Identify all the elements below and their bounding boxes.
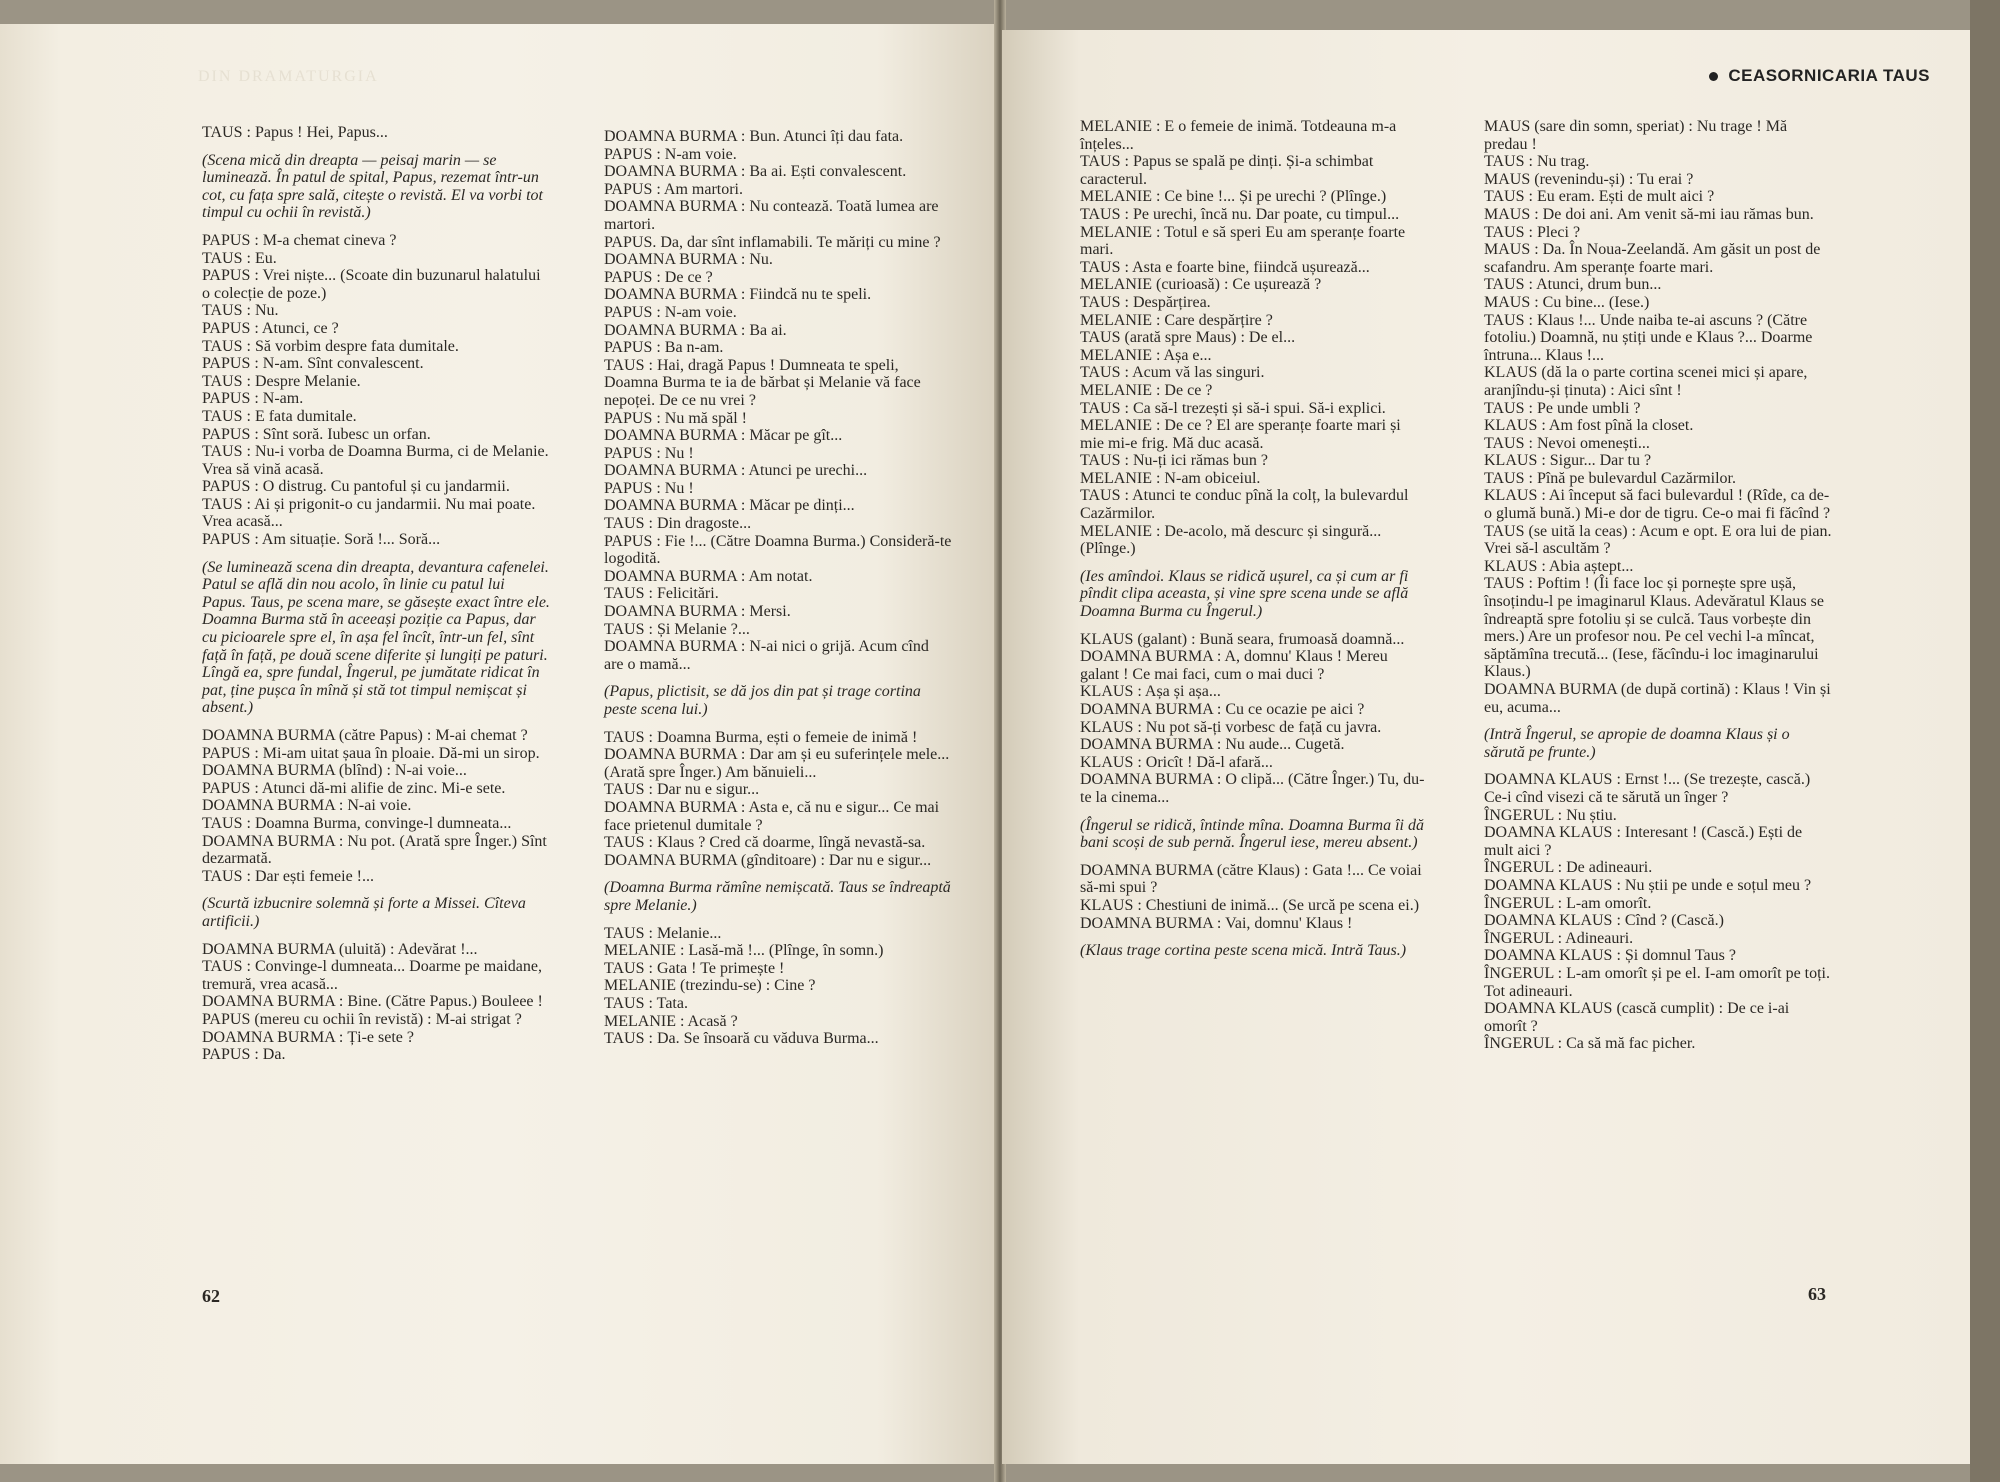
page-number-left: 62: [202, 1286, 220, 1306]
dialogue-line: DOAMNA BURMA : Fiindcă nu te speli.: [604, 286, 872, 304]
dialogue-line: MAUS : Cu bine... (Iese.): [1484, 293, 1650, 311]
dialogue-line: TAUS (arată spre Maus) : De el...: [1080, 329, 1296, 347]
dialogue-line: TAUS : Dar ești femeie !...: [202, 867, 374, 885]
dialogue-line: MELANIE : Acasă ?: [604, 1012, 738, 1030]
stage-direction: (Doamna Burma rămîne nemișcată. Taus se îndreaptă spre Melanie.): [604, 879, 951, 914]
dialogue-line: PAPUS : M-a chemat cineva ?: [202, 231, 397, 249]
dialogue-line: TAUS : Convinge-l dumneata... Doarme pe maidane, tremură, vrea acasă...: [202, 958, 542, 993]
dialogue-line: TAUS : Klaus ? Cred că doarme, lîngă nevastă-sa.: [604, 834, 926, 852]
dialogue-line: DOAMNA BURMA : Atunci pe urechi...: [604, 462, 868, 480]
dialogue-line: ÎNGERUL : Nu știu.: [1484, 806, 1617, 824]
dialogue-line: TAUS : Pînă pe bulevardul Cazărmilor.: [1484, 469, 1736, 487]
dialogue-line: TAUS : Doamna Burma, convinge-l dumneata...: [202, 814, 512, 832]
dialogue-line: DOAMNA BURMA : Măcar pe dinți...: [604, 497, 855, 515]
dialogue-line: MAUS : De doi ani. Am venit să-mi iau rămas bun.: [1484, 205, 1814, 223]
right-column-2: [1484, 118, 1832, 1053]
dialogue-line: TAUS : Despărțirea.: [1080, 293, 1211, 311]
dialogue-line: PAPUS : Da.: [202, 1046, 286, 1064]
dialogue-line: KLAUS : Am fost pînă la closet.: [1484, 417, 1694, 435]
dialogue-line: TAUS : Pe unde umbli ?: [1484, 399, 1641, 417]
dialogue-line: DOAMNA BURMA : Ți-e sete ?: [202, 1028, 414, 1046]
stage-direction: (Ies amîndoi. Klaus se ridică ușurel, ca și cum ar fi pîndit clipa aceasta, și vine spre scena unde se află Doamna Burma cu Îngerul.): [1080, 567, 1409, 621]
dialogue-line: TAUS : Poftim ! (Îi face loc și pornește spre ușă, însoțindu-l pe imaginarul Klaus. Adevăratul Klaus se îndreaptă spre fotoliu și se culcă. Taus vorbește din mers.) Are un profesor nou. Pe cel vechi l-a mîncat, săptămîna trecută... (Iese, făcîndu-i loc imaginarului Klaus.): [1484, 575, 1824, 681]
stage-direction: (Scena mică din dreapta — peisaj marin — se luminează. În patul de spital, Papus, rezemat într-un cot, cu fața spre sală, citește o revistă. El va vorbi tot timpul cu ochii în revistă.): [202, 151, 543, 222]
dialogue-line: DOAMNA BURMA : Nu.: [604, 251, 773, 269]
dialogue-line: PAPUS : N-am. Sînt convalescent.: [202, 355, 424, 373]
dialogue-line: TAUS : Din dragoste...: [604, 515, 752, 533]
dialogue-line: DOAMNA BURMA (către Klaus) : Gata !... Ce voiai să-mi spui ?: [1080, 861, 1422, 897]
dialogue-line: DOAMNA BURMA (gînditoare) : Dar nu e sigur...: [604, 851, 932, 869]
dialogue-line: TAUS : Atunci te conduc pînă la colț, la bulevardul Cazărmilor.: [1080, 487, 1409, 523]
dialogue-line: DOAMNA KLAUS : Ernst !... (Se trezește, cască.) Ce-i cînd visezi că te sărută un înger ?: [1484, 771, 1811, 806]
dialogue-line: TAUS : Nu trag.: [1484, 153, 1590, 171]
stage-direction: (Îngerul se ridică, întinde mîna. Doamna Burma îi dă bani scoși de sub pernă. Îngerul iese, mereu absent.): [1080, 816, 1424, 852]
stage-direction: (Scurtă izbucnire solemnă și forte a Missei. Cîteva artificii.): [202, 895, 526, 930]
dialogue-line: MELANIE : Așa e...: [1080, 346, 1212, 364]
dialogue-line: ÎNGERUL : L-am omorît și pe el. I-am omorît pe toți. Tot adineauri.: [1484, 964, 1830, 1000]
book-cover-edge: [1970, 0, 2000, 1482]
dialogue-line: MELANIE : N-am obiceiul.: [1080, 469, 1261, 487]
dialogue-line: PAPUS : De ce ?: [604, 268, 713, 286]
dialogue-line: TAUS : Să vorbim despre fata dumitale.: [202, 337, 459, 355]
bullet-icon: [1709, 72, 1718, 81]
dialogue-line: TAUS : Atunci, drum bun...: [1484, 276, 1662, 294]
dialogue-line: PAPUS : Ba n-am.: [604, 339, 724, 357]
dialogue-line: TAUS : Gata ! Te primește !: [604, 959, 785, 977]
dialogue-line: DOAMNA BURMA : A, domnu' Klaus ! Mereu galant ! Ce mai faci, cum o mai duci ?: [1080, 648, 1388, 683]
dialogue-line: TAUS : Pleci ?: [1484, 223, 1581, 241]
dialogue-line: TAUS : Papus se spală pe dinți. Și-a schimbat caracterul.: [1080, 153, 1374, 188]
dialogue-line: DOAMNA KLAUS : Nu știi pe unde e soțul meu ?: [1484, 876, 1812, 894]
dialogue-line: MAUS (revenindu-și) : Tu erai ?: [1484, 170, 1694, 188]
dialogue-line: PAPUS : Mi-am uitat șaua în ploaie. Dă-mi un sirop.: [202, 744, 540, 762]
dialogue-line: DOAMNA BURMA : N-ai nici o grijă. Acum cînd are o mamă...: [604, 638, 929, 673]
running-head: [1709, 66, 1930, 86]
dialogue-line: TAUS : Nu-i vorba de Doamna Burma, ci de Melanie. Vrea să vină acasă.: [202, 443, 549, 478]
dialogue-line: MELANIE : Ce bine !... Și pe urechi ? (Plînge.): [1080, 188, 1387, 206]
dialogue-line: PAPUS : N-am voie.: [604, 303, 737, 321]
dialogue-line: PAPUS : N-am.: [202, 390, 304, 408]
dialogue-line: PAPUS : Atunci dă-mi alifie de zinc. Mi-e sete.: [202, 779, 506, 797]
dialogue-line: DOAMNA BURMA : Măcar pe gît...: [604, 427, 843, 445]
dialogue-line: ÎNGERUL : Ca să mă fac picher.: [1484, 1035, 1696, 1053]
dialogue-line: TAUS : Da. Se însoară cu văduva Burma...: [604, 1030, 879, 1048]
dialogue-line: TAUS : Pe urechi, încă nu. Dar poate, cu timpul...: [1080, 205, 1400, 223]
stage-direction: (Se luminează scena din dreapta, devantura cafenelei. Patul se află din nou acolo, în linie cu patul lui Papus. Taus, pe scena mare, se găsește exact între ele. Doamna Burma stă în aceeași poziție ca Papus, dar cu picioarele spre el, în așa fel încît, într-un fel, sînt față în față, pe două scene diferite și lungiți pe paturi. Lîngă ea, spre fundal, Îngerul, pe jumătate ridicat în pat, ține pușca în mînă și stă tot timpul nemișcat și absent.): [202, 558, 550, 717]
dialogue-line: DOAMNA BURMA : Cu ce ocazie pe aici ?: [1080, 701, 1365, 718]
dialogue-line: DOAMNA BURMA : Dar am și eu suferințele mele... (Arată spre Înger.) Am bănuieli...: [604, 746, 950, 781]
dialogue-line: TAUS : Asta e foarte bine, fiindcă ușurează...: [1080, 258, 1370, 276]
dialogue-line: DOAMNA BURMA : Am notat.: [604, 567, 813, 585]
dialogue-line: TAUS : Klaus !... Unde naiba te-ai ascuns ? (Către fotoliu.) Doamnă, nu știți unde e Klaus ?... Doarme întruna... Klaus !...: [1484, 311, 1813, 364]
dialogue-line: MELANIE (curioasă) : Ce ușurează ?: [1080, 276, 1322, 294]
dialogue-line: KLAUS (galant) : Bună seara, frumoasă doamnă...: [1080, 630, 1405, 648]
dialogue-line: PAPUS : Vrei niște... (Scoate din buzunarul halatului o colecție de poze.): [202, 267, 541, 302]
dialogue-line: PAPUS : Sînt soră. Iubesc un orfan.: [202, 425, 431, 443]
dialogue-line: DOAMNA BURMA : O clipă... (Către Înger.) Tu, du-te la cinema...: [1080, 771, 1425, 806]
dialogue-line: MAUS (sare din somn, speriat) : Nu trage ! Mă predau !: [1484, 118, 1788, 153]
right-column-1: [1080, 118, 1428, 970]
dialogue-line: PAPUS : N-am voie.: [604, 145, 737, 163]
dialogue-line: DOAMNA BURMA : N-ai voie.: [202, 797, 412, 815]
dialogue-line: DOAMNA BURMA : Nu contează. Toată lumea are martori.: [604, 198, 939, 233]
dialogue-line: TAUS : Nu.: [202, 302, 279, 320]
dialogue-line: DOAMNA KLAUS : Cînd ? (Cască.): [1484, 912, 1724, 930]
dialogue-line: MELANIE : De ce ? El are speranțe foarte mari și mie mi-e frig. Mă duc acasă.: [1080, 417, 1401, 452]
dialogue-line: DOAMNA BURMA : Mersi.: [604, 603, 791, 621]
dialogue-line: DOAMNA KLAUS : Și domnul Taus ?: [1484, 947, 1736, 965]
dialogue-line: MELANIE (trezindu-se) : Cine ?: [604, 977, 816, 995]
dialogue-line: PAPUS : Nu mă spăl !: [604, 409, 747, 427]
dialogue-line: KLAUS : Oricît ! Dă-l afară...: [1080, 753, 1273, 771]
dialogue-line: TAUS : Eu.: [202, 249, 277, 267]
dialogue-line: ÎNGERUL : Adineauri.: [1484, 929, 1634, 947]
dialogue-line: DOAMNA BURMA : Ba ai.: [604, 321, 787, 339]
dialogue-line: TAUS : Nevoi omenești...: [1484, 434, 1650, 452]
dialogue-line: MELANIE : E o femeie de inimă. Totdeauna m-a înțeles...: [1080, 118, 1397, 153]
dialogue-line: DOAMNA KLAUS : Interesant ! (Cască.) Ești de mult aici ?: [1484, 824, 1803, 859]
dialogue-line: KLAUS : Abia aștept...: [1484, 557, 1634, 575]
dialogue-line: PAPUS (mereu cu ochii în revistă) : M-ai strigat ?: [202, 1010, 522, 1028]
dialogue-line: KLAUS : Ai început să faci bulevardul ! (Rîde, ca de-o glumă bună.) Mi-e dor de tigru. Ce-o mai fi făcînd ?: [1484, 487, 1831, 523]
dialogue-line: TAUS : Despre Melanie.: [202, 372, 361, 390]
dialogue-line: DOAMNA BURMA (către Papus) : M-ai chemat ?: [202, 727, 528, 744]
dialogue-line: TAUS : Ai și prigonit-o cu jandarmii. Nu mai poate. Vrea acasă...: [202, 495, 536, 531]
dialogue-line: PAPUS : Am situație. Soră !... Soră...: [202, 531, 441, 549]
dialogue-line: TAUS : Eu eram. Ești de mult aici ?: [1484, 188, 1715, 206]
running-head-title: CEASORNICARIA TAUS: [1728, 66, 1930, 85]
dialogue-line: PAPUS. Da, dar sînt inflamabili. Te măriți cu mine ?: [604, 233, 941, 251]
dialogue-line: MELANIE : De-acolo, mă descurc și singură... (Plînge.): [1080, 522, 1382, 558]
dialogue-line: DOAMNA BURMA : Asta e, că nu e sigur... Ce mai face prietenul dumitale ?: [604, 798, 940, 834]
dialogue-line: PAPUS : Nu !: [604, 444, 694, 462]
dialogue-line: PAPUS : Fie !... (Către Doamna Burma.) Consideră-te logodită.: [604, 532, 952, 568]
dialogue-line: MELANIE : Care despărțire ?: [1080, 311, 1273, 329]
dialogue-line: PAPUS : Atunci, ce ?: [202, 319, 339, 337]
dialogue-line: TAUS : E fata dumitale.: [202, 407, 357, 425]
dialogue-line: KLAUS : Nu pot să-ți vorbesc de față cu javra.: [1080, 718, 1382, 736]
dialogue-line: PAPUS : Nu !: [604, 479, 694, 497]
dialogue-line: TAUS : Melanie...: [604, 924, 722, 942]
dialogue-line: TAUS : Și Melanie ?...: [604, 620, 750, 638]
dialogue-line: DOAMNA BURMA (uluită) : Adevărat !...: [202, 940, 478, 958]
dialogue-line: ÎNGERUL : L-am omorît.: [1484, 894, 1652, 912]
dialogue-line: PAPUS : Am martori.: [604, 180, 743, 198]
dialogue-line: PAPUS : O distrug. Cu pantoful și cu jandarmii.: [202, 478, 510, 496]
dialogue-line: TAUS : Doamna Burma, ești o femeie de inimă !: [604, 728, 918, 746]
dialogue-line: KLAUS : Chestiuni de inimă... (Se urcă pe scena ei.): [1080, 896, 1420, 914]
faint-running-head: DIN DRAMATURGIA: [198, 68, 379, 85]
dialogue-line: TAUS : Dar nu e sigur...: [604, 781, 760, 799]
dialogue-line: MAUS : Da. În Noua-Zeelandă. Am găsit un post de scafandru. Am speranțe foarte mari.: [1484, 241, 1821, 276]
dialogue-line: KLAUS : Așa și așa...: [1080, 683, 1221, 701]
dialogue-line: ÎNGERUL : De adineauri.: [1484, 859, 1653, 877]
dialogue-line: TAUS : Felicitări.: [604, 585, 719, 603]
dialogue-line: DOAMNA KLAUS (cască cumplit) : De ce i-ai omorît ?: [1484, 1000, 1790, 1035]
dialogue-line: TAUS : Papus ! Hei, Papus...: [202, 124, 388, 141]
left-column-1: [202, 124, 550, 1064]
stage-direction: (Intră Îngerul, se apropie de doamna Klaus și o sărută pe frunte.): [1484, 726, 1790, 761]
dialogue-line: DOAMNA BURMA : Bun. Atunci îți dau fata.: [604, 128, 904, 145]
dialogue-line: DOAMNA BURMA (blînd) : N-ai voie...: [202, 762, 467, 780]
dialogue-line: TAUS : Tata.: [604, 994, 688, 1012]
dialogue-line: DOAMNA BURMA : Ba ai. Ești convalescent.: [604, 163, 907, 181]
dialogue-line: DOAMNA BURMA : Nu aude... Cugetă.: [1080, 736, 1345, 754]
right-page: [1002, 30, 1970, 1464]
stage-direction: (Papus, plictisit, se dă jos din pat și trage cortina peste scena lui.): [604, 683, 921, 718]
dialogue-line: DOAMNA BURMA (de după cortină) : Klaus ! Vin și eu, acuma...: [1484, 681, 1831, 716]
stage-direction: (Klaus trage cortina peste scena mică. Intră Taus.): [1080, 942, 1407, 960]
dialogue-line: DOAMNA BURMA : Bine. (Către Papus.) Bouleee !: [202, 993, 543, 1011]
dialogue-line: KLAUS : Sigur... Dar tu ?: [1484, 452, 1652, 470]
dialogue-line: MELANIE : De ce ?: [1080, 381, 1213, 399]
dialogue-line: MELANIE : Lasă-mă !... (Plînge, în somn.): [604, 942, 884, 960]
dialogue-line: TAUS : Ca să-l trezești și să-i spui. Să-i explici.: [1080, 399, 1386, 417]
dialogue-line: DOAMNA BURMA : Vai, domnu' Klaus !: [1080, 914, 1353, 932]
dialogue-line: TAUS : Acum vă las singuri.: [1080, 364, 1265, 382]
left-page: [0, 24, 997, 1464]
dialogue-line: TAUS : Hai, dragă Papus ! Dumneata te speli, Doamna Burma te ia de bărbat și Melanie vă face nepoței. De ce nu vrei ?: [604, 356, 921, 409]
page-number-right: 63: [1808, 1284, 1826, 1304]
dialogue-line: DOAMNA BURMA : Nu pot. (Arată spre Înger.) Sînt dezarmată.: [202, 832, 547, 868]
dialogue-line: TAUS (se uită la ceas) : Acum e opt. E ora lui de pian. Vrei să-l ascultăm ?: [1484, 522, 1832, 558]
dialogue-line: TAUS : Nu-ți ici rămas bun ?: [1080, 452, 1269, 470]
dialogue-line: KLAUS (dă la o parte cortina scenei mici și apare, aranjîndu-și ținuta) : Aici sînt !: [1484, 364, 1808, 399]
left-column-2: [604, 128, 952, 1048]
dialogue-line: MELANIE : Totul e să speri Eu am speranțe foarte mari.: [1080, 223, 1406, 259]
